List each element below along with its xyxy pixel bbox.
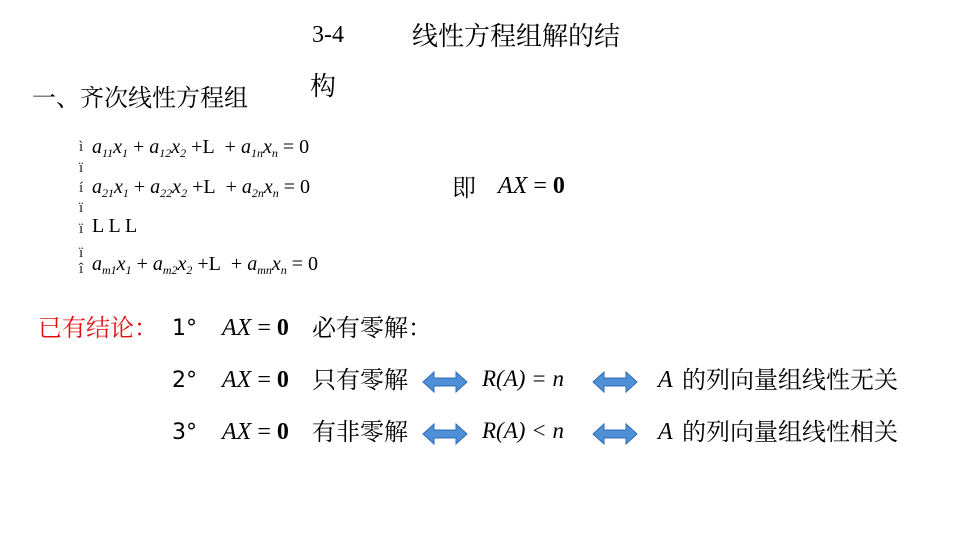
conclusion-3-text: 有非零解	[312, 418, 408, 446]
brace-bottom: î	[79, 261, 84, 277]
equation-row-2: $a_{21}x_1 + a_{22}x_2 +L + a_{2n}x_n = 0$	[92, 176, 311, 200]
title-line2: 构	[310, 72, 337, 102]
conclusion-2-text: 只有零解	[312, 366, 408, 394]
section-heading: 一、齐次线性方程组	[32, 84, 248, 112]
conclusion-1-equation: AX = 0	[222, 315, 289, 341]
double-arrow-icon	[422, 370, 468, 394]
conclusion-2-result: 的列向量组线性无关	[682, 366, 898, 394]
double-arrow-icon	[592, 422, 638, 446]
conclusion-2-rank: R(A) = n	[482, 366, 564, 391]
brace-top: ì	[79, 139, 84, 155]
brace-mid2: ï	[79, 200, 84, 216]
conclusion-3-matrix-a: A	[658, 419, 673, 445]
conclusion-3-rank: R(A) < n	[482, 418, 564, 443]
conclusion-3-equation: AX = 0	[222, 419, 289, 445]
conclusion-3-number: 3°	[172, 420, 197, 445]
double-arrow-icon	[592, 370, 638, 394]
conclusion-2-number: 2°	[172, 368, 197, 393]
brace-mid3: ï	[79, 221, 84, 237]
conclusion-2-equation: AX = 0	[222, 367, 289, 393]
title-line1: 线性方程组解的结	[412, 22, 621, 52]
equation-row-1: $a_{11}x_1 + a_{12}x_2 +L + a_{1n}x_n = 0$	[92, 136, 310, 160]
conclusions-label: 已有结论：	[38, 314, 158, 342]
conclusion-1-number: 1°	[172, 316, 197, 341]
brace-center: í	[79, 180, 84, 196]
equation-row-4: $a_{m1}x_1 + a_{m2}x_2 +L + a_{mn}x_n = 0$	[92, 253, 319, 277]
conclusion-2-matrix-a: A	[658, 367, 673, 393]
brace-mid4: ï	[79, 245, 84, 261]
double-arrow-icon	[422, 422, 468, 446]
equation-row-3: L L L	[92, 215, 138, 237]
conclusion-1-text: 必有零解：	[312, 314, 432, 342]
brace-mid1: ï	[79, 160, 84, 176]
ji-label: 即	[452, 174, 476, 202]
conclusion-3-result: 的列向量组线性相关	[682, 418, 898, 446]
matrix-equation: AX = 0	[498, 173, 565, 199]
title-number: 3-4	[312, 22, 344, 48]
